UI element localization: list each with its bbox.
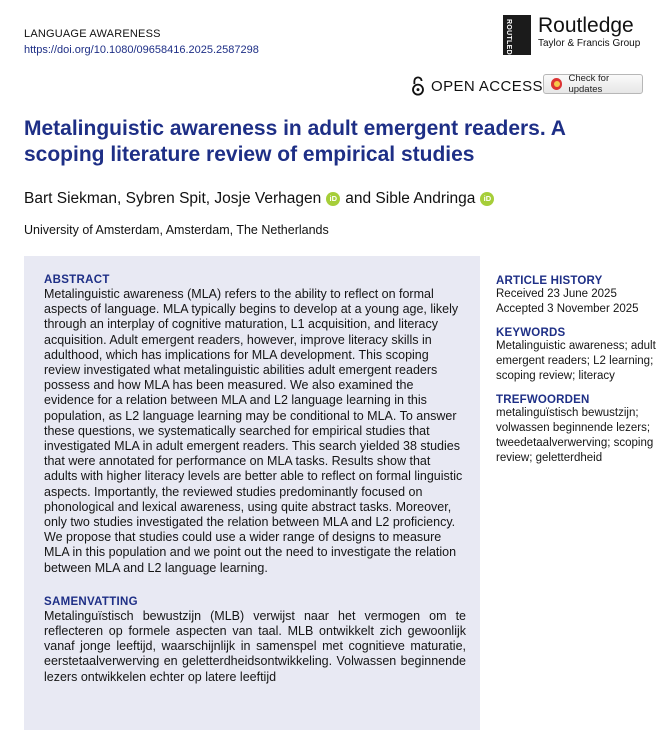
trefwoorden-list: metalinguïstisch bewustzijn; volwassen beginnende lezers; tweedetaalverwerving; scoping review; geletterdheid bbox=[496, 407, 654, 464]
publisher-mark-text: ROUTLEDGE bbox=[505, 19, 512, 66]
received-date: Received 23 June 2025 bbox=[496, 288, 617, 300]
author-list bbox=[24, 190, 499, 208]
accepted-date: Accepted 3 November 2025 bbox=[496, 303, 639, 315]
article-title: Metalinguistic awareness in adult emergent readers. A scoping literature review of empirical studies bbox=[24, 117, 566, 166]
check-updates-button[interactable] bbox=[543, 74, 643, 94]
journal-name: LANGUAGE AWARENESS bbox=[24, 28, 161, 40]
affiliation: University of Amsterdam, Amsterdam, The Netherlands bbox=[24, 223, 329, 237]
open-lock-icon bbox=[410, 76, 426, 96]
orcid-icon[interactable]: iD bbox=[326, 192, 340, 206]
crossmark-icon bbox=[551, 78, 562, 90]
routledge-logo-icon bbox=[503, 15, 531, 66]
publisher-logo bbox=[503, 14, 641, 66]
open-access-label: OPEN ACCESS bbox=[431, 77, 543, 95]
orcid-icon[interactable]: iD bbox=[480, 192, 494, 206]
abstract-box bbox=[24, 256, 480, 730]
samenvatting-text: Metalinguïstisch bewustzijn (MLB) verwijst naar het vermogen om te reflecteren op formele aspecten van taal. MLB ontwikkelt zich gewoonlijk vanaf jonge leeftijd, waarschijnlijk in samenspel met cognitieve maturatie, eerstetaalverwerving en geletterdheidsontwikkeling. Volwassen beginnende lezers ontwikkelen echter op latere leeftijd bbox=[44, 608, 466, 684]
article-sidebar bbox=[496, 275, 656, 466]
samenvatting-heading: SAMENVATTING bbox=[44, 595, 138, 608]
abstract-heading: ABSTRACT bbox=[44, 274, 110, 286]
article-history-heading: ARTICLE HISTORY bbox=[496, 275, 603, 287]
trefwoorden-heading: TREFWOORDEN bbox=[496, 394, 590, 406]
authors-text-1: Bart Siekman, Sybren Spit, Josje Verhagen bbox=[24, 190, 322, 207]
open-access-badge bbox=[410, 76, 543, 96]
abstract-text: Metalinguistic awareness (MLA) refers to the ability to reflect on formal aspects of language. MLA typically begins to develop at a young age, likely through an interplay of cognitive maturation, L1 acquisition, and literacy acquisition. Adult emergent readers, however, improve literacy skills in adulthood, which has implications for MLA development. This scoping review investigated what metalinguistic abilities adult emergent readers possess and how MLA has been measured. We also examined the evidence for a relation between MLA and L2 language learning in this population, as L2 language learning may be conditional to MLA. To answer these questions, we systematically searched for empirical studies that investigated MLA in adult emergent readers. This search yielded 38 studies that were annotated for performance on MLA tasks. Results show that adults with higher literacy levels are better able to reflect on formal linguistic aspects. Importantly, the reviewed studies predominantly focused on phonological and lexical awareness, using quite abstract tasks. Moreover, only two studies investigated the relation between MLA and L2 proficiency. We propose that studies could use a wider range of designs to measure MLA in this population and we point out the need to investigate the relation between MLA and L2 language learning. bbox=[44, 287, 463, 575]
doi-link[interactable]: https://doi.org/10.1080/09658416.2025.2587298 bbox=[24, 44, 259, 56]
keywords-heading: KEYWORDS bbox=[496, 327, 566, 339]
check-updates-label: Check for updates bbox=[568, 73, 610, 95]
authors-text-2: and Sible Andringa bbox=[345, 190, 476, 207]
publisher-subtitle: Taylor & Francis Group bbox=[538, 38, 641, 49]
publisher-name: Routledge bbox=[538, 14, 634, 37]
keywords-list: Metalinguistic awareness; adult emergent readers; L2 learning; scoping review; literacy bbox=[496, 340, 656, 382]
